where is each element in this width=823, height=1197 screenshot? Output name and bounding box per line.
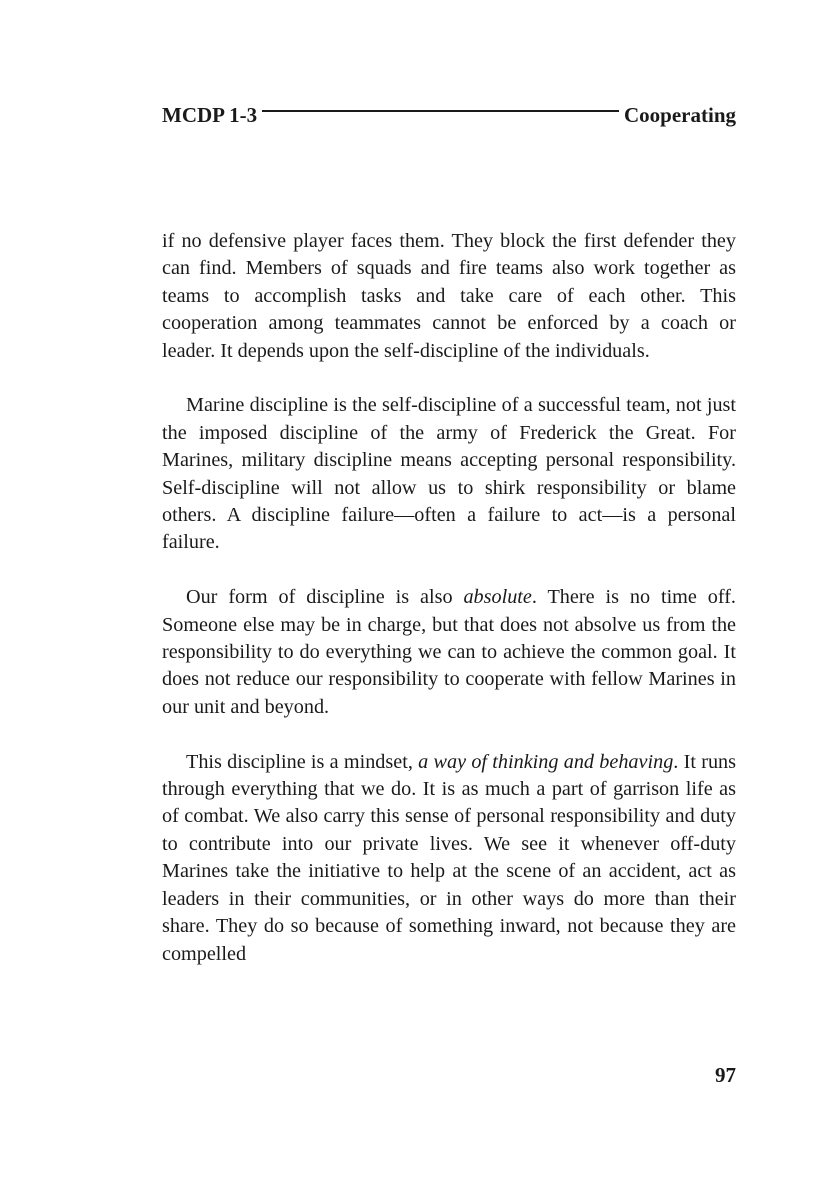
header-chapter-title: Cooperating (624, 103, 736, 127)
paragraph-2: Marine discipline is the self-discipline of a successful team, not just the imposed discipline of the army of Frederick the Great. For Marines, military discipline means accepting personal responsibility. Self-discipline will not allow us to shirk responsibility or blame others. A discipline failure—often a failure to act—is a personal failure. (162, 394, 736, 554)
paragraph-4 (162, 749, 736, 968)
paragraph-4-rest: . It runs through everything that we do. It is as much a part of garrison life as of combat. We also carry this sense of personal responsibility and duty to contribute into our private lives. We see it whenever off-duty Marines take the initiative to help at the scene of an accident, act as leaders in their communities, or in other ways do more than their share. They do so because of something inward, not because they are compelled (162, 750, 736, 965)
paragraph-3 (162, 584, 736, 721)
paragraph-4-emphasis: a way of thinking and behaving (418, 750, 674, 773)
paragraph-3-emphasis: absolute (463, 586, 532, 609)
page-number: 97 (715, 1063, 736, 1087)
body-text (162, 228, 736, 995)
paragraph-1: if no defensive player faces them. They block the first defender they can find. Members of squads and fire teams also work together as teams to accomplish tasks and take care of each other. This cooperation among teammates cannot be enforced by a coach or leader. It depends upon the self-discipline of the individuals. (162, 230, 736, 362)
running-header (162, 102, 736, 128)
paragraph-3-rest: . There is no time off. Someone else may be in charge, but that does not absolve us from the responsibility to do everything we can to achieve the common goal. It does not reduce our responsibility to cooperate with fellow Marines in our unit and beyond. (162, 586, 736, 718)
header-rule (262, 110, 619, 112)
header-document-id: MCDP 1-3 (162, 103, 258, 127)
paragraph-4-lead: This discipline is a mindset, (186, 750, 419, 773)
paragraph-3-lead: Our form of discipline is also (186, 586, 464, 609)
